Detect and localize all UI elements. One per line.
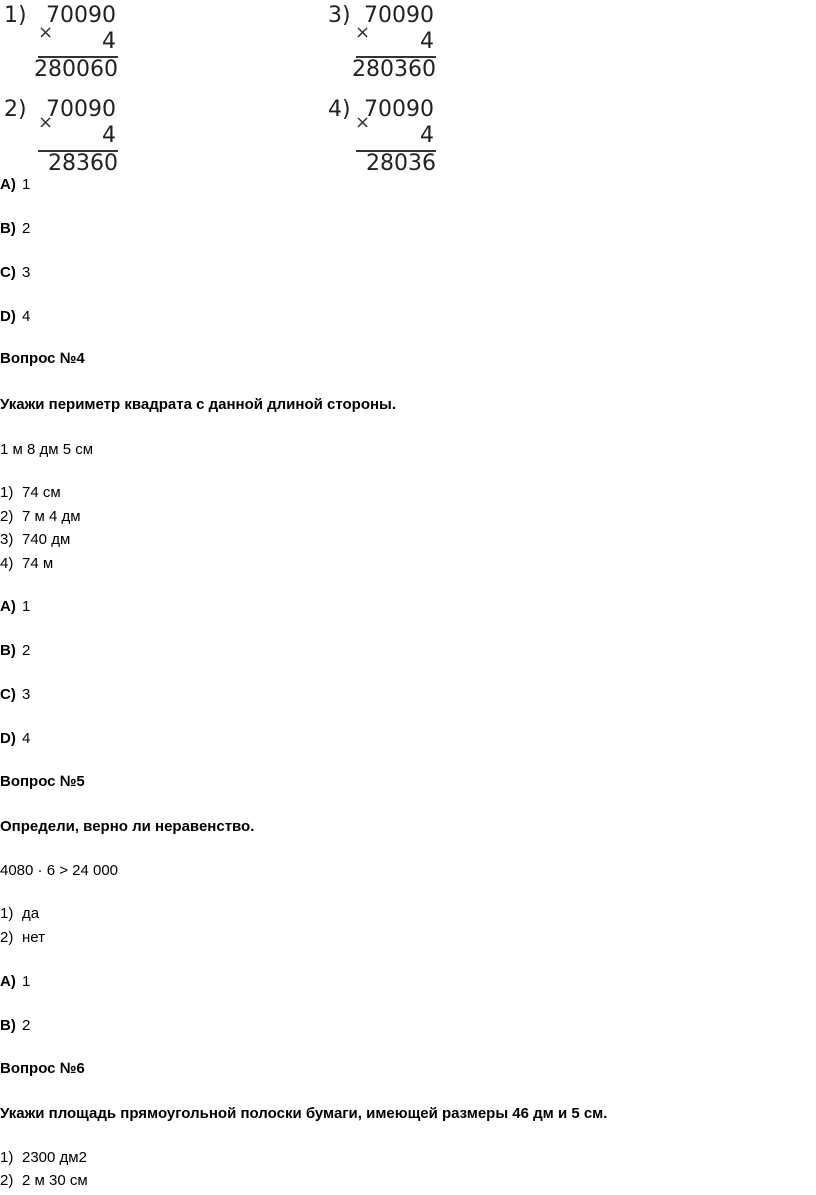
list-item: 1) 74 см [0, 484, 61, 501]
multiplication-problem-4 [328, 96, 458, 176]
answer-option-b[interactable]: B) 2 [0, 1017, 31, 1034]
question-title: Вопрос №5 [0, 773, 85, 790]
multiplicand: 70090 [364, 97, 434, 122]
list-item: 2) нет [0, 929, 45, 946]
question-prompt: Укажи периметр квадрата с данной длиной стороны. [0, 396, 397, 413]
answer-option-d[interactable]: D) 4 [0, 308, 31, 325]
answer-option-b[interactable]: B) 2 [0, 220, 31, 237]
multiplier: 4 [102, 123, 116, 148]
question-prompt: Укажи площадь прямоугольной полоски бумаги, имеющей размеры 46 дм и 5 см. [0, 1105, 608, 1122]
multiplier: 4 [420, 29, 434, 54]
problem-number: 2) [4, 97, 27, 122]
answer-option-a[interactable]: A) 1 [0, 973, 31, 990]
product: 280360 [352, 57, 436, 82]
multiplication-problem-3 [328, 2, 458, 82]
multiplicand: 70090 [46, 97, 116, 122]
list-item: 2) 7 м 4 дм [0, 508, 81, 525]
question-title: Вопрос №6 [0, 1060, 85, 1077]
answer-option-c[interactable]: C) 3 [0, 264, 31, 281]
product: 280060 [34, 57, 118, 82]
question-prompt: Определи, верно ли неравенство. [0, 818, 255, 835]
answer-option-a[interactable]: A) 1 [0, 176, 31, 193]
multiplicand: 70090 [364, 3, 434, 28]
list-item: 2) 2 м 30 см [0, 1172, 88, 1189]
multiply-sign-icon: × [38, 22, 54, 43]
answer-option-a[interactable]: A) 1 [0, 598, 31, 615]
multiply-sign-icon: × [355, 22, 371, 43]
answer-option-b[interactable]: B) 2 [0, 642, 31, 659]
list-item: 3) 740 дм [0, 531, 71, 548]
question-given: 1 м 8 дм 5 см [0, 441, 94, 458]
question-given: 4080 · 6 > 24 000 [0, 862, 119, 879]
multiplicand: 70090 [46, 3, 116, 28]
multiplication-problem-2 [4, 96, 134, 176]
list-item: 1) 2300 дм2 [0, 1149, 87, 1166]
problem-number: 3) [328, 3, 351, 28]
list-item: 1) да [0, 905, 40, 922]
answer-option-d[interactable]: D) 4 [0, 730, 31, 747]
question-title: Вопрос №4 [0, 350, 85, 367]
problem-number: 1) [4, 3, 27, 28]
multiplier: 4 [102, 29, 116, 54]
list-item: 4) 74 м [0, 555, 54, 572]
multiplication-problem-1 [4, 2, 134, 82]
multiply-sign-icon: × [355, 112, 371, 133]
multiplier: 4 [420, 123, 434, 148]
product: 28036 [366, 151, 436, 176]
answer-option-c[interactable]: C) 3 [0, 686, 31, 703]
product: 28360 [48, 151, 118, 176]
problem-number: 4) [328, 97, 351, 122]
multiply-sign-icon: × [38, 112, 54, 133]
